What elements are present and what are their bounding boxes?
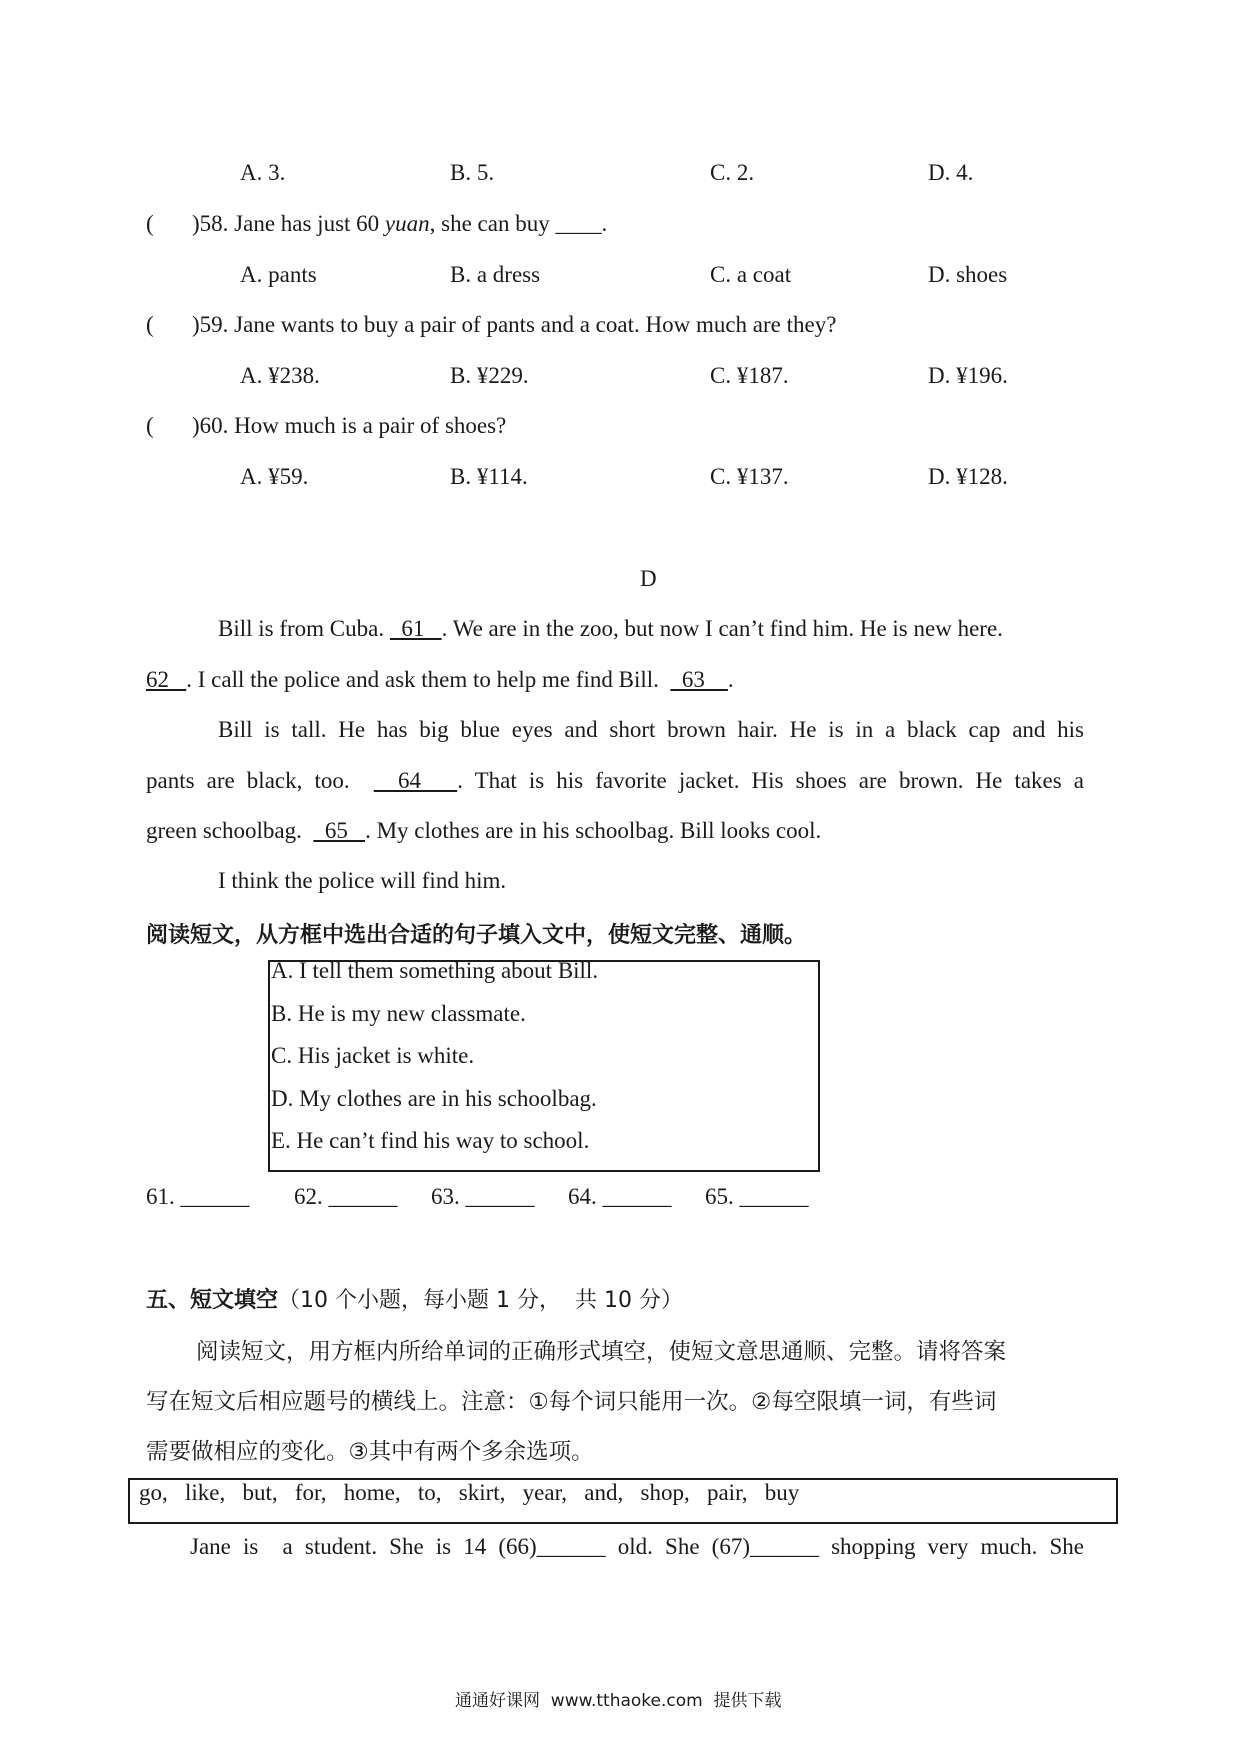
choice-a: A. I tell them something about Bill. bbox=[271, 958, 599, 983]
passage-line-6: I think the police will find him. bbox=[218, 868, 507, 893]
q57-option-b: B. 5. bbox=[450, 160, 495, 185]
passage-text: . That is his favorite jacket. His shoes are brown. He takes a bbox=[457, 768, 1085, 793]
q60-paren: ( bbox=[146, 413, 154, 438]
q58-option-d: D. shoes bbox=[928, 262, 1008, 287]
footer-text: 通通好课网 www.tthaoke.com 提供下载 bbox=[455, 1691, 782, 1711]
section5-instruction-1: 阅读短文，用方框内所给单词的正确形式填空，使短文意思通顺、完整。请将答案 bbox=[196, 1339, 1007, 1365]
section5-instruction-3: 需要做相应的变化。③其中有两个多余选项。 bbox=[146, 1439, 594, 1465]
blank-63: 63 bbox=[670, 667, 728, 692]
passage-text: green schoolbag. bbox=[146, 818, 314, 843]
choice-e: E. He can’t find his way to school. bbox=[271, 1128, 590, 1153]
q59-stem: )59. Jane wants to buy a pair of pants and a coat. How much are they? bbox=[192, 312, 837, 337]
section5-heading bbox=[146, 1283, 683, 1314]
section5-instruction-2: 写在短文后相应题号的横线上。注意：①每个词只能用一次。②每空限填一词，有些词 bbox=[146, 1389, 997, 1415]
passage-text: . bbox=[727, 667, 734, 692]
q58-paren: ( bbox=[146, 211, 154, 236]
passage-text: pants are black, too. bbox=[146, 768, 374, 793]
passage-line-5 bbox=[146, 818, 821, 844]
answer-63: 63. ______ bbox=[431, 1184, 535, 1209]
answer-61: 61. ______ bbox=[146, 1184, 250, 1209]
q58-option-c: C. a coat bbox=[710, 262, 792, 287]
answer-62: 62. ______ bbox=[294, 1184, 398, 1209]
q59-paren: ( bbox=[146, 312, 154, 337]
q59-option-c: C. ¥187. bbox=[710, 363, 789, 388]
q58-stem-pre: )58. Jane has just 60 bbox=[192, 211, 385, 236]
passage-text: . My clothes are in his schoolbag. Bill looks cool. bbox=[365, 818, 822, 843]
choice-d: D. My clothes are in his schoolbag. bbox=[271, 1086, 597, 1111]
q58-stem-post: , she can buy ____. bbox=[429, 211, 608, 236]
choice-c: C. His jacket is white. bbox=[271, 1043, 475, 1068]
q57-option-c: C. 2. bbox=[710, 160, 755, 185]
blank-65: 65 bbox=[313, 818, 366, 843]
blank-61: 61 bbox=[389, 616, 442, 641]
answer-65: 65. ______ bbox=[705, 1184, 809, 1209]
passage-start: Jane is a student. She is 14 (66)______ old. She (67)______ shopping very much. She bbox=[190, 1534, 1084, 1559]
section-d-letter: D bbox=[640, 566, 657, 591]
q57-option-a: A. 3. bbox=[240, 160, 286, 185]
q60-option-b: B. ¥114. bbox=[450, 464, 528, 489]
passage-line-2 bbox=[146, 667, 734, 693]
q60-stem: )60. How much is a pair of shoes? bbox=[192, 413, 507, 438]
passage-line-4 bbox=[146, 768, 1084, 794]
passage-text: . I call the police and ask them to help me find Bill. bbox=[186, 667, 671, 692]
passage-text: . We are in the zoo, but now I can’t find him. He is new here. bbox=[441, 616, 1003, 641]
section-d-instruction: 阅读短文，从方框中选出合适的句子填入文中，使短文完整、通顺。 bbox=[146, 923, 807, 948]
q59-option-a: A. ¥238. bbox=[240, 363, 320, 388]
q60-option-d: D. ¥128. bbox=[928, 464, 1008, 489]
passage-line-3: Bill is tall. He has big blue eyes and short brown hair. He is in a black cap and his bbox=[218, 717, 1084, 742]
q59-option-d: D. ¥196. bbox=[928, 363, 1008, 388]
passage-line-1 bbox=[218, 616, 1084, 642]
q59-option-b: B. ¥229. bbox=[450, 363, 529, 388]
answer-64: 64. ______ bbox=[568, 1184, 672, 1209]
word-list: go, like, but, for, home, to, skirt, year, and, shop, pair, buy bbox=[139, 1480, 800, 1505]
q58-option-a: A. pants bbox=[240, 262, 317, 287]
section5-heading-bold: 五、短文填空 bbox=[146, 1288, 279, 1313]
q57-option-d: D. 4. bbox=[928, 160, 974, 185]
passage-text: Bill is from Cuba. bbox=[218, 616, 390, 641]
q58-stem-italic: yuan bbox=[384, 211, 430, 236]
choice-b: B. He is my new classmate. bbox=[271, 1001, 526, 1026]
q60-option-a: A. ¥59. bbox=[240, 464, 309, 489]
blank-62: 62 bbox=[146, 667, 187, 692]
q58-stem bbox=[192, 211, 607, 237]
blank-64: 64 bbox=[373, 768, 458, 793]
q58-option-b: B. a dress bbox=[450, 262, 541, 287]
section5-heading-rest: （10 个小题，每小题 1 分， 共 10 分） bbox=[278, 1288, 683, 1313]
q60-option-c: C. ¥137. bbox=[710, 464, 789, 489]
